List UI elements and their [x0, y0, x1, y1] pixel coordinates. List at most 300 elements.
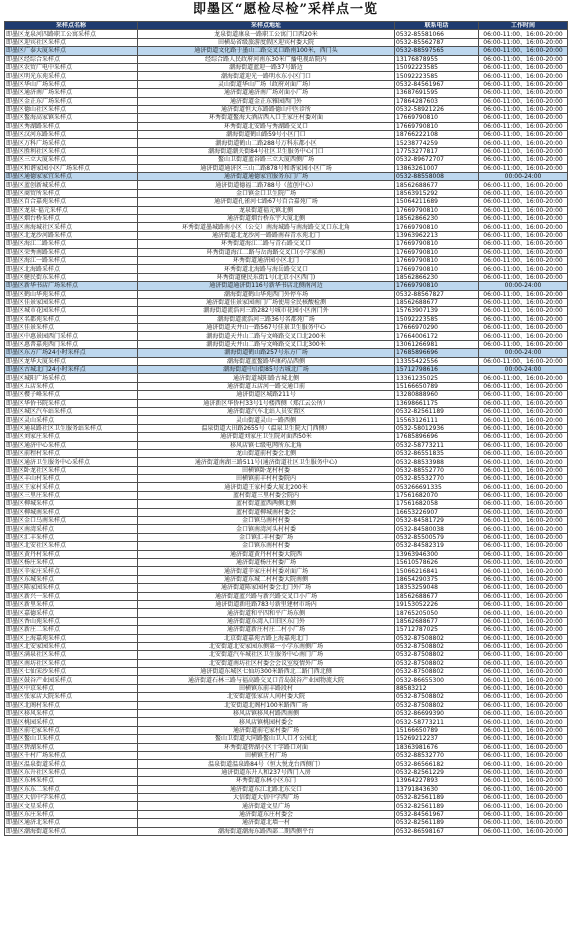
site-hours-cell: 06:00-11:00、16:00-20:00 — [479, 441, 568, 449]
site-name-cell: 即墨区新里采样点 — [5, 600, 138, 608]
site-name-cell: 即墨区鳌山卫采样点 — [5, 735, 138, 743]
site-address-cell: 通济街道恒大东路路德山中医诊所 — [138, 105, 395, 113]
site-hours-cell: 06:00-11:00、16:00-20:00 — [479, 592, 568, 600]
site-phone-cell: 0532-86598167 — [395, 827, 479, 835]
table-row — [5, 525, 568, 533]
site-phone-cell: 0532-82561189 — [395, 793, 479, 801]
site-phone-cell: 17561682070 — [395, 491, 479, 499]
site-address-cell: 温泉街道温泉路84号（恒大悦龙台西侧门） — [138, 760, 395, 768]
site-phone-cell: 0532-87508802 — [395, 659, 479, 667]
site-name-cell: 即墨区蓝创新城采样点 — [5, 181, 138, 189]
table-row — [5, 810, 568, 818]
site-name-cell: 即墨区温泉街道采样点 — [5, 760, 138, 768]
site-name-cell: 即墨区北龙沙河路采样点 — [5, 231, 138, 239]
site-name-cell: 即墨区百合嘉苑采样点 — [5, 198, 138, 206]
site-phone-cell: 0532-88558008 — [395, 173, 479, 181]
site-hours-cell: 06:00-11:00、16:00-20:00 — [479, 760, 568, 768]
site-hours-cell: 00:00-24:00 — [479, 366, 568, 374]
site-name-cell: 即墨区东升社区采样点 — [5, 768, 138, 776]
site-hours-cell: 06:00-11:00、16:00-20:00 — [479, 407, 568, 415]
table-row — [5, 105, 568, 113]
site-hours-cell: 06:00-11:00、16:00-20:00 — [479, 584, 568, 592]
site-hours-cell: 06:00-11:00、16:00-20:00 — [479, 231, 568, 239]
table-row — [5, 466, 568, 474]
site-name-cell: 即墨区王家村采样点 — [5, 483, 138, 491]
site-name-cell: 即墨区新兴一采样点 — [5, 592, 138, 600]
site-name-cell: 即墨区华山广场采样点 — [5, 80, 138, 88]
site-address-cell: 环秀街道东林小区东门 — [138, 777, 395, 785]
site-name-cell: 即墨区龙泉河四路职工公寓采样点 — [5, 30, 138, 38]
site-hours-cell: 06:00-11:00、16:00-20:00 — [479, 374, 568, 382]
site-phone-cell: 18766222108 — [395, 131, 479, 139]
site-address-cell: 通济街道王家村委大厦北200米 — [138, 483, 395, 491]
site-name-cell: 即墨区樱子峰采样点 — [5, 391, 138, 399]
site-address-cell: 通济街道辛家庄村村委对面广场 — [138, 567, 395, 575]
table-row — [5, 181, 568, 189]
site-hours-cell: 06:00-11:00、16:00-20:00 — [479, 651, 568, 659]
site-name-cell: 即墨区中惠景园西门采样点 — [5, 332, 138, 340]
site-phone-cell: 0532-86699390 — [395, 710, 479, 718]
site-hours-cell: 06:00-11:00、16:00-20:00 — [479, 290, 568, 298]
site-hours-cell: 06:00-11:00、16:00-20:00 — [479, 693, 568, 701]
table-row — [5, 97, 568, 105]
table-row — [5, 55, 568, 63]
site-address-cell: 金口镇乌南村村委 — [138, 517, 395, 525]
site-phone-cell: 13863261007 — [395, 164, 479, 172]
site-hours-cell: 06:00-11:00、16:00-20:00 — [479, 214, 568, 222]
table-row — [5, 256, 568, 264]
site-hours-cell: 06:00-11:00、16:00-20:00 — [479, 332, 568, 340]
site-hours-cell: 06:00-11:00、16:00-20:00 — [479, 307, 568, 315]
site-hours-cell: 06:00-11:00、16:00-20:00 — [479, 105, 568, 113]
site-name-cell: 即墨区城市花园采样点 — [5, 307, 138, 315]
site-hours-cell: 06:00-11:00、16:00-20:00 — [479, 500, 568, 508]
table-row — [5, 424, 568, 432]
site-name-cell: 即墨区新华书店广场采样点 — [5, 282, 138, 290]
site-address-cell: 通济街道东升人和237号西门入房 — [138, 768, 395, 776]
site-hours-cell: 06:00-11:00、16:00-20:00 — [479, 298, 568, 306]
site-hours-cell: 06:00-11:00、16:00-20:00 — [479, 181, 568, 189]
site-address-cell: 移风店镇移风村路西南侧 — [138, 710, 395, 718]
site-address-cell: 通济街道区城路211号 — [138, 391, 395, 399]
site-name-cell: 即墨区鼓谷产业园采样点 — [5, 676, 138, 684]
site-address-cell: 环秀街道鳌海大酒店西入口王家庄村委对面 — [138, 114, 395, 122]
site-name-cell: 即墨区汉河东路采样点 — [5, 131, 138, 139]
table-row — [5, 139, 568, 147]
site-hours-cell: 06:00-11:00、16:00-20:00 — [479, 38, 568, 46]
site-name-cell: 即墨区陈家园采样点 — [5, 584, 138, 592]
site-name-cell: 即墨区城阳广场采样点 — [5, 374, 138, 382]
site-address-cell: 通济街道东江北路北东交口 — [138, 785, 395, 793]
site-phone-cell: 18353259048 — [395, 584, 479, 592]
site-address-cell: 金口镇南湾河头村村委 — [138, 525, 395, 533]
table-row — [5, 374, 568, 382]
site-name-cell: 即墨区迎宾社区采样点 — [5, 38, 138, 46]
site-name-cell: 即墨区移风采样点 — [5, 710, 138, 718]
site-phone-cell: 17669790810 — [395, 248, 479, 256]
table-row — [5, 651, 568, 659]
site-phone-cell: 17753277817 — [395, 147, 479, 155]
table-row — [5, 802, 568, 810]
site-phone-cell: 18562688677 — [395, 181, 479, 189]
site-name-cell: 即墨区城区汽车站采样点 — [5, 407, 138, 415]
site-hours-cell: 06:00-11:00、16:00-20:00 — [479, 198, 568, 206]
table-row — [5, 189, 568, 197]
table-row — [5, 147, 568, 155]
site-hours-cell: 06:00-11:00、16:00-20:00 — [479, 147, 568, 155]
site-name-cell: 即墨区张家店大院采样点 — [5, 693, 138, 701]
site-address-cell: 通济街道北墙一村 — [138, 819, 395, 827]
site-phone-cell: 0532-87508802 — [395, 642, 479, 650]
site-address-cell: 通济街道城阳路古城北侧 — [138, 374, 395, 382]
site-phone-cell: 0532-84561967 — [395, 810, 479, 818]
site-name-cell: 即墨区东林采样点 — [5, 777, 138, 785]
site-name-cell: 即墨区金口乌南采样点 — [5, 517, 138, 525]
table-row — [5, 533, 568, 541]
site-address-cell: 通济街道通济区三山二路878号和谐家园小区广场 — [138, 164, 395, 172]
site-phone-cell: 0532-58773211 — [395, 718, 479, 726]
site-phone-cell: 13280888960 — [395, 391, 479, 399]
site-address-cell: 金口镇金口卫生院广场 — [138, 189, 395, 197]
site-address-cell: 通济街道刘家庄卫生院对面西50米 — [138, 433, 395, 441]
table-header-row — [5, 22, 568, 30]
site-hours-cell: 06:00-11:00、16:00-20:00 — [479, 533, 568, 541]
site-name-cell: 即墨区上海嘉苑采样点 — [5, 634, 138, 642]
site-phone-cell: 15092223585 — [395, 315, 479, 323]
site-name-cell: 即墨区前宅家采样点 — [5, 726, 138, 734]
site-phone-cell: 0532-82561189 — [395, 802, 479, 810]
site-phone-cell: 18562688677 — [395, 617, 479, 625]
site-address-cell: 龙山街道前村委会北侧 — [138, 449, 395, 457]
site-phone-cell: 0532-88533988 — [395, 458, 479, 466]
site-hours-cell: 06:00-11:00、16:00-20:00 — [479, 382, 568, 390]
site-address-cell: 温泉街道大田路2655号（温泉卫生院大门西侧） — [138, 424, 395, 432]
site-hours-cell: 06:00-11:00、16:00-20:00 — [479, 164, 568, 172]
site-address-cell: 潮海街道鹤山路59号小区门口 — [138, 131, 395, 139]
site-hours-cell: 06:00-11:00、16:00-20:00 — [479, 391, 568, 399]
site-phone-cell: 0532-85581066 — [395, 30, 479, 38]
site-phone-cell: 18562688677 — [395, 298, 479, 306]
site-address-cell: 蓝村街道蓝西两侧北侧 — [138, 500, 395, 508]
site-phone-cell: 13964227893 — [395, 777, 479, 785]
site-name-cell: 即墨区和谐家园小区广场采样点 — [5, 164, 138, 172]
site-hours-cell: 06:00-11:00、16:00-20:00 — [479, 223, 568, 231]
site-name-cell: 即墨区明光东苑采样点 — [5, 72, 138, 80]
site-name-cell: 即墨区龙泉·福元采样点 — [5, 206, 138, 214]
table-row — [5, 676, 568, 684]
table-row — [5, 382, 568, 390]
site-hours-cell: 06:00-11:00、16:00-20:00 — [479, 559, 568, 567]
site-name-cell: 即墨区通济北采样点 — [5, 819, 138, 827]
site-phone-cell: 0532-87508802 — [395, 651, 479, 659]
table-row — [5, 214, 568, 222]
site-phone-cell: 17685896696 — [395, 433, 479, 441]
site-address-cell: 通济街道陈家园村委会北门外广场 — [138, 584, 395, 592]
table-row — [5, 542, 568, 550]
site-hours-cell: 06:00-11:00、16:00-20:00 — [479, 475, 568, 483]
site-hours-cell: 06:00-11:00、16:00-20:00 — [479, 89, 568, 97]
site-address-cell: 移风店镇七级电网所东北角 — [138, 441, 395, 449]
table-row — [5, 298, 568, 306]
site-address-cell: 潮海街道鹤山二路288号万科东都小区 — [138, 139, 395, 147]
site-phone-cell: 0532-85500579 — [395, 533, 479, 541]
table-row — [5, 726, 568, 734]
site-address-cell: 环秀街道北海路与海岳路交叉口 — [138, 265, 395, 273]
site-phone-cell: 18562866230 — [395, 273, 479, 281]
site-name-cell: 即墨区健民街东采样点 — [5, 273, 138, 281]
site-address-cell: 潮海街道潮关街84号社区卫生服务中心门口 — [138, 147, 395, 155]
site-address-cell: 通济街道五店河一路交通口前 — [138, 382, 395, 390]
site-hours-cell: 06:00-11:00、16:00-20:00 — [479, 416, 568, 424]
table-row — [5, 357, 568, 365]
site-hours-cell: 06:00-11:00、16:00-20:00 — [479, 751, 568, 759]
site-hours-cell: 06:00-11:00、16:00-20:00 — [479, 122, 568, 130]
site-hours-cell: 06:00-11:00、16:00-20:00 — [479, 710, 568, 718]
site-address-cell: 通济街道前宅家村委广场 — [138, 726, 395, 734]
site-hours-cell: 00:00-24:00 — [479, 173, 568, 181]
site-name-cell: 即墨区潮海街道采样点 — [5, 827, 138, 835]
site-address-cell: 蓝村街道三里村委会院内 — [138, 491, 395, 499]
table-body — [5, 30, 568, 836]
site-address-cell: 通济街道黄丹村村委大院西 — [138, 550, 395, 558]
site-hours-cell: 06:00-11:00、16:00-20:00 — [479, 97, 568, 105]
sampling-sites-table — [4, 21, 568, 836]
table-row — [5, 416, 568, 424]
site-address-cell: 潮海街道蓝迎一路37号路边 — [138, 63, 395, 71]
site-phone-cell: 15712787025 — [395, 626, 479, 634]
table-row — [5, 38, 568, 46]
site-name-cell: 即墨区辛家庄采样点 — [5, 567, 138, 575]
site-address-cell: 通济街道杨庄村委广场 — [138, 559, 395, 567]
site-address-cell: 通济街道德福二路788号（蓝创中心） — [138, 181, 395, 189]
site-name-cell: 即墨区柳城南采样点 — [5, 508, 138, 516]
site-name-cell: 即墨区通济中心采样点 — [5, 441, 138, 449]
site-name-cell: 即墨区北安家园采样点 — [5, 642, 138, 650]
site-phone-cell: 17669790810 — [395, 256, 479, 264]
table-row — [5, 684, 568, 692]
site-hours-cell: 06:00-11:00、16:00-20:00 — [479, 206, 568, 214]
site-name-cell: 即墨区金正东广场采样点 — [5, 97, 138, 105]
site-phone-cell: 0532-89672707 — [395, 156, 479, 164]
site-hours-cell: 06:00-11:00、16:00-20:00 — [479, 240, 568, 248]
site-hours-cell: 06:00-11:00、16:00-20:00 — [479, 265, 568, 273]
site-hours-cell: 06:00-11:00、16:00-20:00 — [479, 273, 568, 281]
site-hours-cell: 06:00-11:00、16:00-20:00 — [479, 668, 568, 676]
site-phone-cell: 17669790810 — [395, 122, 479, 130]
table-row — [5, 122, 568, 130]
site-phone-cell: 15092223585 — [395, 63, 479, 71]
table-row — [5, 517, 568, 525]
site-address-cell: 鳌山卫街道大同路鳌山卫人口才公园北 — [138, 735, 395, 743]
site-address-cell: 通济街道南湖三路511号(通济街道社区卫生服务中心) — [138, 458, 395, 466]
site-name-cell: 即墨区荣秀南路采样点 — [5, 248, 138, 256]
site-hours-cell: 06:00-11:00、16:00-20:00 — [479, 567, 568, 575]
table-row — [5, 223, 568, 231]
table-row — [5, 173, 568, 181]
site-address-cell: 北安街道南坊社区村委会会议室疫情外广场 — [138, 659, 395, 667]
site-name-cell: 即墨区大信中学采样点 — [5, 793, 138, 801]
table-row — [5, 483, 568, 491]
column-header-phone: 联系电话 — [395, 22, 479, 30]
site-name-cell: 即墨区千村广场采样点 — [5, 751, 138, 759]
site-phone-cell: 17666970290 — [395, 324, 479, 332]
table-row — [5, 265, 568, 273]
site-hours-cell: 06:00-11:00、16:00-20:00 — [479, 483, 568, 491]
site-hours-cell: 06:00-11:00、16:00-20:00 — [479, 634, 568, 642]
site-name-cell: 即墨区中京采样点 — [5, 684, 138, 692]
table-row — [5, 80, 568, 88]
table-row — [5, 642, 568, 650]
table-row — [5, 30, 568, 38]
site-hours-cell: 06:00-11:00、16:00-20:00 — [479, 827, 568, 835]
site-name-cell: 即墨区秀湖路采样点 — [5, 122, 138, 130]
site-address-cell: 移风店镇桃园村委会 — [138, 718, 395, 726]
site-phone-cell: 0532-82561189 — [395, 407, 479, 415]
site-hours-cell: 06:00-11:00、16:00-20:00 — [479, 785, 568, 793]
site-name-cell: 即墨区北阁村采样点 — [5, 701, 138, 709]
site-phone-cell: 18363981676 — [395, 743, 479, 751]
site-hours-cell: 06:00-11:00、16:00-20:00 — [479, 793, 568, 801]
site-address-cell: 金口镇东南村村委 — [138, 542, 395, 550]
site-name-cell: 即墨区灵山采样点 — [5, 416, 138, 424]
site-address-cell: 田横镇王村广场 — [138, 751, 395, 759]
site-name-cell: 即墨区万科广场采样点 — [5, 139, 138, 147]
site-phone-cell: 17669790810 — [395, 206, 479, 214]
table-row — [5, 206, 568, 214]
table-row — [5, 156, 568, 164]
table-row — [5, 273, 568, 281]
site-address-cell: 通济街道东城二村村委大院南侧 — [138, 575, 395, 583]
table-row — [5, 634, 568, 642]
table-row — [5, 63, 568, 71]
site-address-cell: 潮海街道天井山二路与文峰路交叉口北200米 — [138, 332, 395, 340]
site-address-cell: 潮海街道蓝鳌路华康药品西侧 — [138, 357, 395, 365]
table-row — [5, 785, 568, 793]
site-name-cell: 即墨区龙华大厦采样点 — [5, 357, 138, 365]
site-name-cell: 即墨区海江二路采样点 — [5, 240, 138, 248]
site-phone-cell: 0532-85532770 — [395, 475, 479, 483]
site-phone-cell: 0532-88532770 — [395, 751, 479, 759]
site-address-cell: 潮海街道流浩河三路36号名都苑广场 — [138, 315, 395, 323]
site-hours-cell: 06:00-11:00、16:00-20:00 — [479, 609, 568, 617]
site-hours-cell: 06:00-11:00、16:00-20:00 — [479, 777, 568, 785]
site-phone-cell: 0532-84561967 — [395, 80, 479, 88]
site-address-cell: 龙泉街道福元镇北侧 — [138, 206, 395, 214]
table-row — [5, 131, 568, 139]
site-address-cell: 田横镇卧龙村村委 — [138, 466, 395, 474]
table-row — [5, 751, 568, 759]
site-phone-cell: 17669790810 — [395, 223, 479, 231]
table-row — [5, 693, 568, 701]
site-name-cell: 即墨区黄丹村采样点 — [5, 550, 138, 558]
site-name-cell: 即墨区通济卫生服务中心采样点 — [5, 458, 138, 466]
table-row — [5, 575, 568, 583]
site-hours-cell: 06:00-11:00、16:00-20:00 — [479, 449, 568, 457]
site-name-cell: 即墨区七仙宋沙采样点 — [5, 668, 138, 676]
table-row — [5, 475, 568, 483]
site-hours-cell: 06:00-11:00、16:00-20:00 — [479, 63, 568, 71]
site-phone-cell: 18654290375 — [395, 575, 479, 583]
table-row — [5, 290, 568, 298]
site-hours-cell: 06:00-11:00、16:00-20:00 — [479, 542, 568, 550]
site-address-cell: 环秀街道北安路与秀湖路交叉口 — [138, 122, 395, 130]
table-row — [5, 827, 568, 835]
site-hours-cell: 06:00-11:00、16:00-20:00 — [479, 802, 568, 810]
site-name-cell: 即墨区南坊社区采样点 — [5, 659, 138, 667]
site-hours-cell: 06:00-11:00、16:00-20:00 — [479, 550, 568, 558]
site-address-cell: 环秀街道碧湖小区十字路口对面 — [138, 743, 395, 751]
site-phone-cell: 17669790810 — [395, 265, 479, 273]
site-hours-cell: 06:00-11:00、16:00-20:00 — [479, 508, 568, 516]
site-address-cell: 潮海街道中山街85号古城北广场 — [138, 366, 395, 374]
site-address-cell: 灵山街道灵山一路西侧 — [138, 416, 395, 424]
site-address-cell: 通济街道天井山一路567号佳景卫生服务中心 — [138, 324, 395, 332]
site-phone-cell: 0532-88597565 — [395, 47, 479, 55]
site-phone-cell: 17669790810 — [395, 282, 479, 290]
site-phone-cell: 19153052226 — [395, 600, 479, 608]
site-phone-cell: 15166650789 — [395, 382, 479, 390]
table-row — [5, 282, 568, 290]
site-hours-cell: 06:00-11:00、16:00-20:00 — [479, 810, 568, 818]
site-phone-cell: 18765205050 — [395, 609, 479, 617]
table-row — [5, 500, 568, 508]
site-address-cell: 通济街道北龙沙河一路路南春青水苑北门 — [138, 231, 395, 239]
site-name-cell: 即墨区南湾采样点 — [5, 525, 138, 533]
site-address-cell: 通济街道东庄村委会 — [138, 810, 395, 818]
table-row — [5, 391, 568, 399]
site-address-cell: 通济新区华侨村33号1号楼西侧（郑江云公所） — [138, 399, 395, 407]
site-address-cell: 通济街道新庄村庄二村小广场 — [138, 626, 395, 634]
table-row — [5, 240, 568, 248]
site-address-cell: 潮海街道迎光一路明水东小区门口 — [138, 72, 395, 80]
table-row — [5, 441, 568, 449]
site-address-cell: 通济街道东湾入口旧区东门外 — [138, 617, 395, 625]
site-name-cell: 即墨区刘家庄采样点 — [5, 433, 138, 441]
site-phone-cell: 15712798616 — [395, 366, 479, 374]
site-phone-cell: 053266691335 — [395, 483, 479, 491]
site-name-cell: 即墨区丰山村采样点 — [5, 475, 138, 483]
site-phone-cell: 0532-86655300 — [395, 676, 479, 684]
site-name-cell: 即墨区商贸所采样点 — [5, 189, 138, 197]
site-hours-cell: 06:00-11:00、16:00-20:00 — [479, 340, 568, 348]
site-name-cell: 即墨区胜利社区采样点 — [5, 147, 138, 155]
table-row — [5, 315, 568, 323]
site-hours-cell: 06:00-11:00、16:00-20:00 — [479, 72, 568, 80]
site-hours-cell: 06:00-11:00、16:00-20:00 — [479, 575, 568, 583]
site-name-cell: 即墨区佳景家园采样点 — [5, 298, 138, 306]
site-address-cell: 通济街道通济街116号新华书店北侧南河边 — [138, 282, 395, 290]
site-name-cell: 即墨区南海城社区采样点 — [5, 223, 138, 231]
table-row — [5, 164, 568, 172]
site-phone-cell: 0532-84580038 — [395, 525, 479, 533]
site-hours-cell: 06:00-11:00、16:00-20:00 — [479, 357, 568, 365]
site-hours-cell: 06:00-11:00、16:00-20:00 — [479, 491, 568, 499]
site-address-cell: 北安街道汽车城社区卫生服务中心南门广场 — [138, 651, 395, 659]
site-hours-cell: 06:00-11:00、16:00-20:00 — [479, 458, 568, 466]
site-name-cell: 即墨区东方广场24小时采样点 — [5, 349, 138, 357]
site-hours-cell: 06:00-11:00、16:00-20:00 — [479, 819, 568, 827]
table-row — [5, 550, 568, 558]
site-name-cell: 即墨区新庄二采样点 — [5, 626, 138, 634]
table-row — [5, 701, 568, 709]
site-phone-cell: 13698661175 — [395, 399, 479, 407]
site-phone-cell: 0532-87508802 — [395, 634, 479, 642]
site-name-cell: 即墨区北安社区采样点 — [5, 542, 138, 550]
site-phone-cell: 0532-88567827 — [395, 290, 479, 298]
site-name-cell: 即墨区通泉路社区卫生服务站采样点 — [5, 424, 138, 432]
site-name-cell: 即墨区东城采样点 — [5, 575, 138, 583]
table-row — [5, 324, 568, 332]
